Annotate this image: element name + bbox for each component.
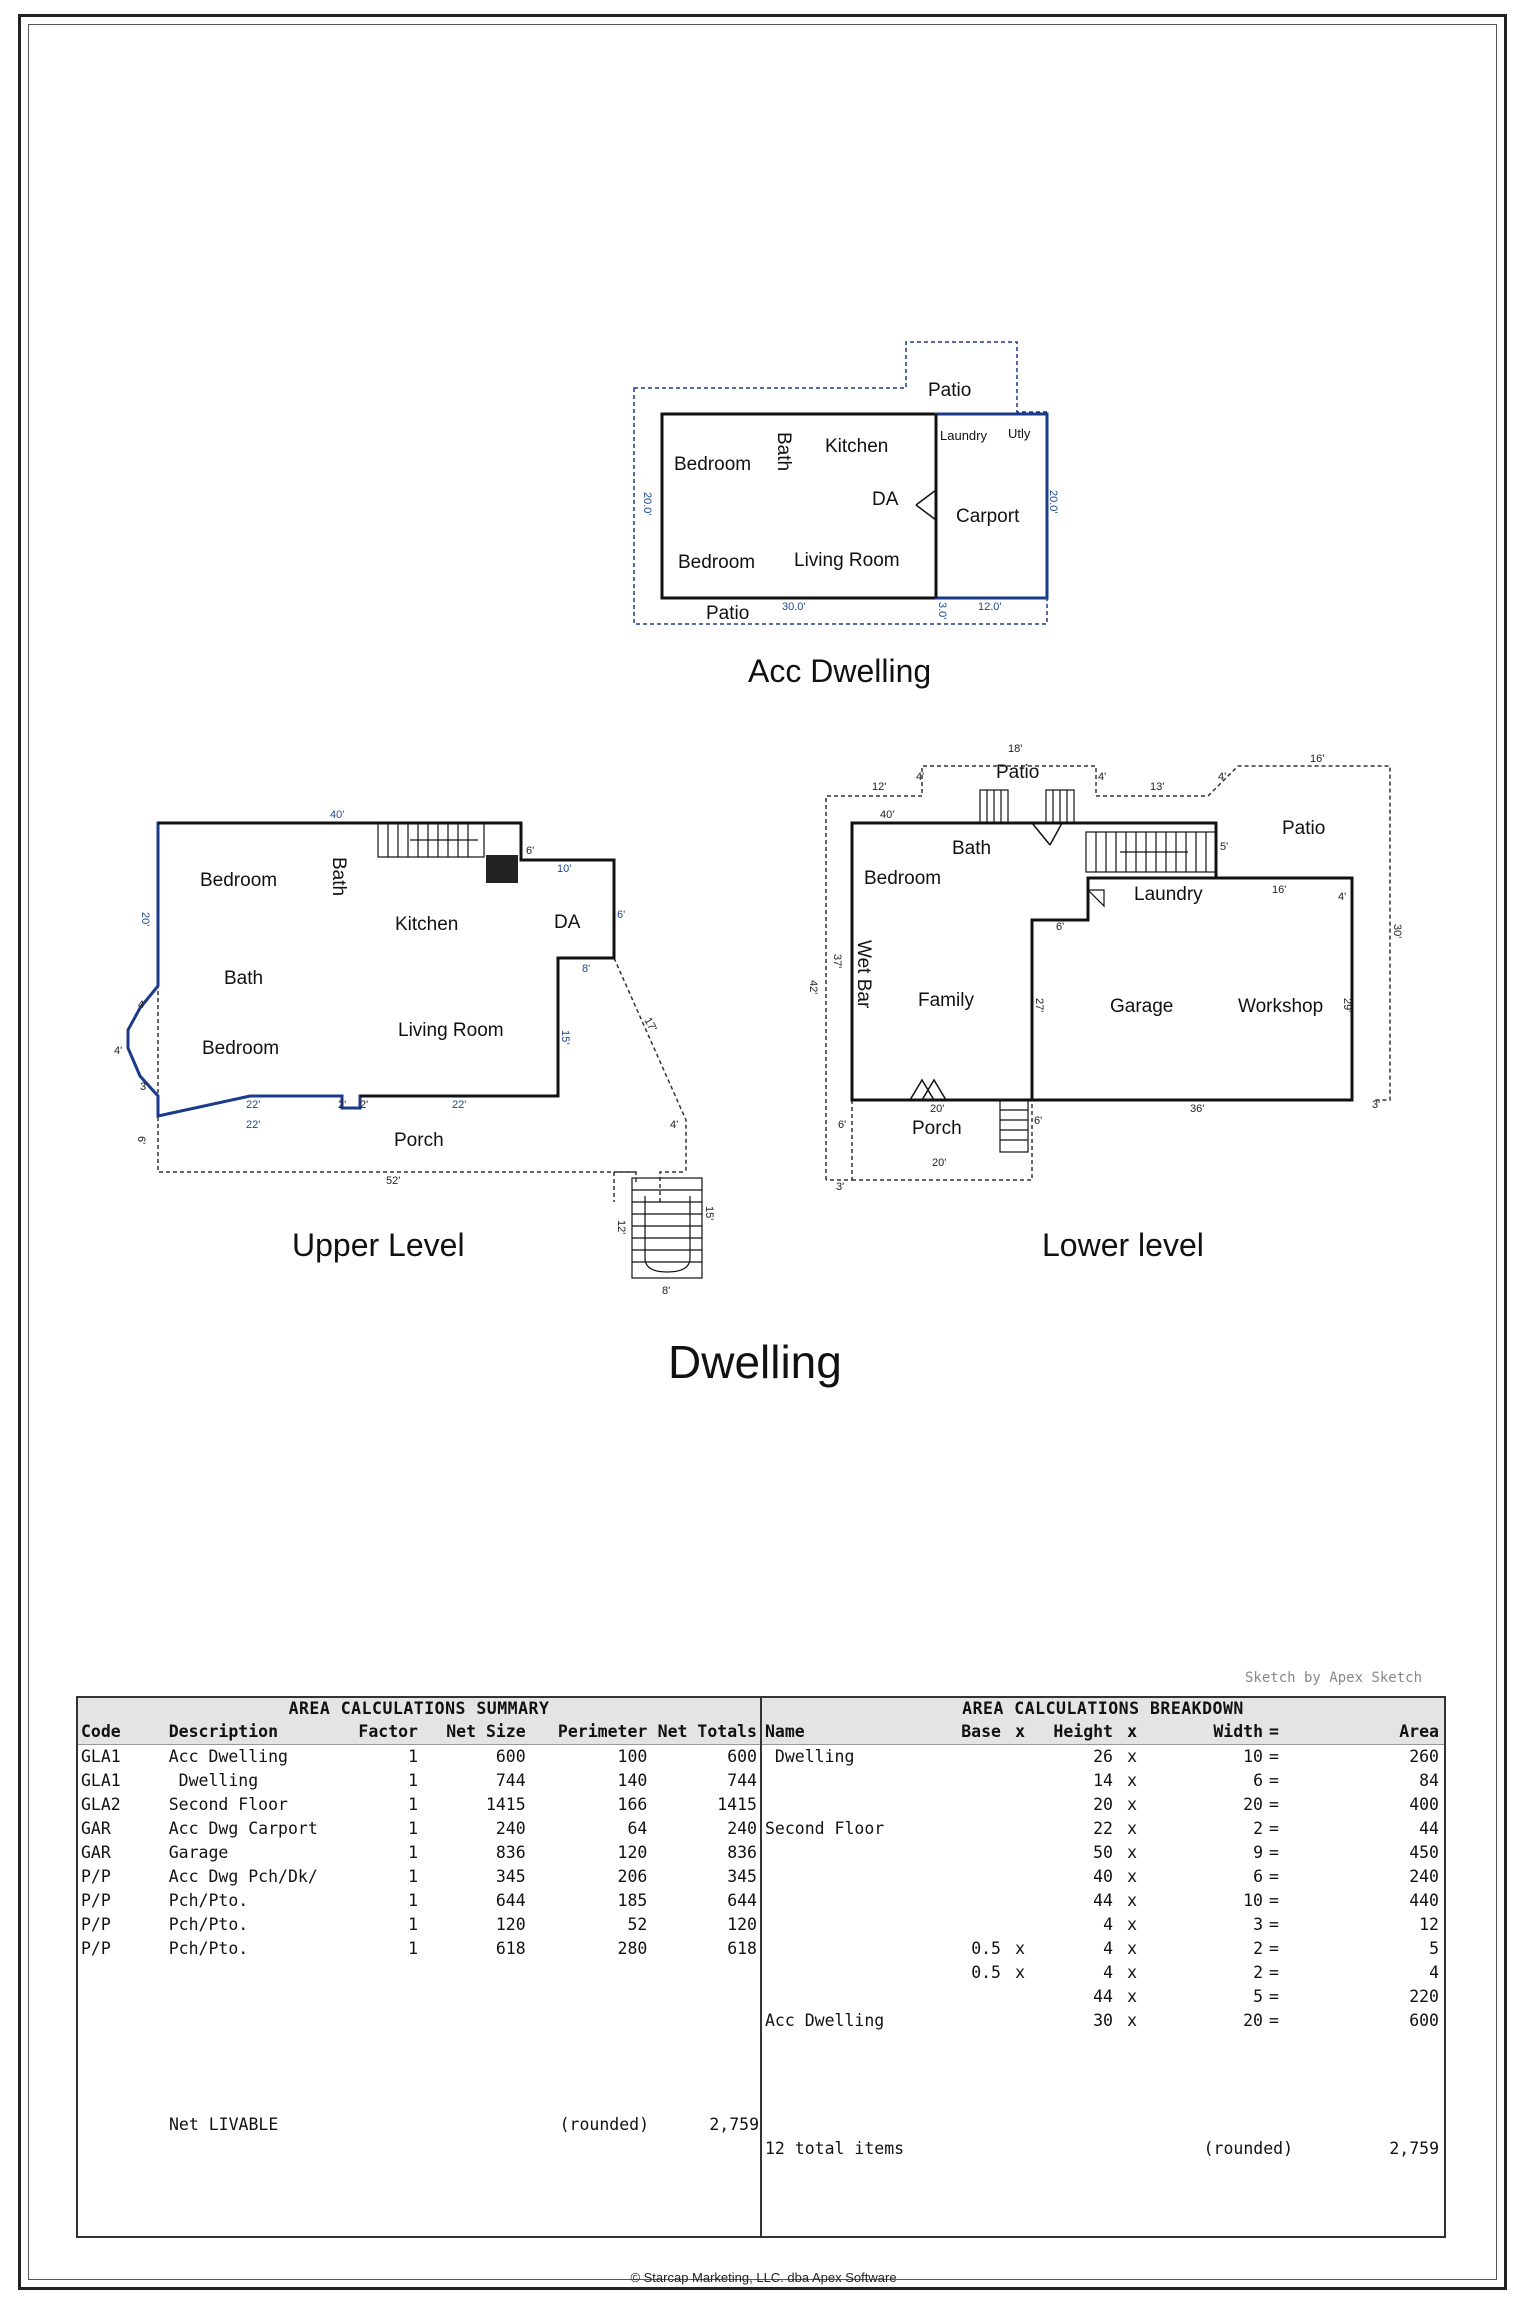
summary-cell-description: Pch/Pto.: [168, 1891, 249, 1910]
breakdown-cell-x1: [1004, 1769, 1028, 1793]
breakdown-cell-eq: =: [1269, 1891, 1279, 1910]
summary-cell-net-size: 240: [495, 1819, 526, 1838]
summary-row: [78, 1817, 760, 1841]
summary-cell-perimeter: 52: [627, 1915, 648, 1934]
summary-cell-net-size: 644: [495, 1891, 526, 1910]
breakdown-cell-x1: x: [1015, 1939, 1025, 1958]
summary-cell-net-total: 644: [727, 1891, 757, 1910]
breakdown-row: [762, 1985, 1444, 2009]
summary-cell-net-total: 120: [727, 1915, 757, 1934]
upper-dim-small1: 4': [670, 1119, 679, 1131]
summary-cell-factor: 1: [408, 1747, 418, 1766]
summary-cell-net-size: 600: [495, 1747, 526, 1766]
summary-cell-perimeter: 120: [617, 1843, 648, 1862]
summary-footer-row: [78, 2113, 762, 2137]
breakdown-cell-name: [762, 1985, 938, 2009]
acc-da-label: DA: [872, 489, 899, 510]
summary-cell-net-size: 836: [495, 1843, 526, 1862]
summary-cell-perimeter: 140: [617, 1771, 648, 1790]
breakdown-row: [762, 1865, 1444, 1889]
breakdown-cell-width: 6: [1253, 1867, 1263, 1886]
breakdown-cell-x2: x: [1127, 1891, 1137, 1910]
upper-kitchen-label: Kitchen: [395, 914, 459, 935]
summary-cell-perimeter: 100: [617, 1747, 648, 1766]
summary-cell-code: GAR: [81, 1819, 111, 1838]
breakdown-cell-height: 20: [1093, 1795, 1113, 1814]
summary-cell-net-total: 345: [727, 1867, 757, 1886]
lower-dim-laundry-h: 6': [1056, 921, 1065, 933]
breakdown-cell-width: 10: [1243, 1891, 1263, 1910]
upper-dim-stair-h: 12': [615, 1220, 627, 1235]
upper-dim-tiny1: 2': [338, 1099, 347, 1111]
acc-dim-step: 3.0': [936, 602, 948, 620]
lower-dim-far-right: 16': [1310, 753, 1325, 765]
breakdown-cell-area: 220: [1409, 1987, 1439, 2006]
summary-cell-factor: 1: [408, 1771, 418, 1790]
acc-dim-bottom: 30.0': [782, 601, 806, 613]
lower-dim-right: 30': [1391, 924, 1403, 939]
upper-dim-stair-top: 6': [526, 845, 535, 857]
lower-dim-top-left: 12': [872, 781, 887, 793]
summary-cell-description: Garage: [168, 1843, 229, 1862]
summary-col-net-totals: Net Totals: [657, 1722, 757, 1741]
breakdown-cell-x1: [1004, 1793, 1028, 1817]
breakdown-cell-height: 30: [1093, 2011, 1113, 2030]
breakdown-cell-x2: x: [1127, 1771, 1137, 1790]
breakdown-cell-base: [938, 1913, 1004, 1937]
breakdown-cell-x1: [1004, 1745, 1028, 1769]
breakdown-cell-width: 5: [1253, 1987, 1263, 2006]
breakdown-cell-x1: [1004, 2009, 1028, 2033]
summary-row: [78, 1769, 760, 1793]
lower-laundry-label: Laundry: [1134, 884, 1203, 905]
breakdown-row: [762, 1841, 1444, 1865]
breakdown-cell-eq: =: [1269, 1987, 1279, 2006]
upper-dim-stair-w: 8': [662, 1285, 671, 1297]
upper-dim-da-right: 6': [617, 909, 626, 921]
lower-dim-laundry-w: 16': [1272, 884, 1287, 896]
upper-dim-left: 20': [139, 912, 151, 927]
acc-patio-bottom-label: Patio: [706, 603, 750, 624]
breakdown-cell-height: 44: [1093, 1987, 1113, 2006]
lower-patio-top-label: Patio: [996, 762, 1040, 783]
summary-footer-rounded: (rounded): [559, 2115, 649, 2134]
lower-dim-left: 42': [807, 980, 819, 995]
summary-footer-label: Net LIVABLE: [169, 2115, 279, 2134]
breakdown-cell-area: 240: [1409, 1867, 1439, 1886]
breakdown-col-x2: x: [1127, 1722, 1137, 1741]
breakdown-col-name: Name: [765, 1722, 805, 1741]
lower-dim-garage-h: 27': [1033, 998, 1045, 1013]
breakdown-cell-x2: x: [1127, 1819, 1137, 1838]
breakdown-header-row: [762, 1720, 1444, 1745]
summary-cell-perimeter: 185: [617, 1891, 648, 1910]
breakdown-cell-base: [938, 1841, 1004, 1865]
breakdown-cell-height: 14: [1093, 1771, 1113, 1790]
breakdown-cell-name: Second Floor: [765, 1819, 885, 1838]
upper-bedroom1-label: Bedroom: [200, 870, 278, 891]
copyright-credit: © Starcap Marketing, LLC. dba Apex Software: [630, 2270, 897, 2285]
summary-footer-total: 2,759: [709, 2115, 759, 2134]
lower-bath-label: Bath: [952, 838, 992, 859]
area-breakdown-table: [762, 1698, 1444, 2236]
breakdown-cell-x2: x: [1127, 1915, 1137, 1934]
breakdown-cell-eq: =: [1269, 1843, 1279, 1862]
breakdown-cell-width: 2: [1253, 1939, 1263, 1958]
summary-cell-factor: 1: [408, 1915, 418, 1934]
sketch-credit: Sketch by Apex Sketch: [1245, 1670, 1423, 1686]
summary-cell-net-size: 618: [495, 1939, 526, 1958]
summary-cell-code: P/P: [81, 1915, 111, 1934]
lower-dim-top: 18': [1008, 743, 1023, 755]
breakdown-col-width: Width: [1213, 1722, 1263, 1741]
breakdown-cell-x2: x: [1127, 1939, 1137, 1958]
breakdown-cell-x1: [1004, 1841, 1028, 1865]
upper-dim-small3: 4': [114, 1045, 123, 1057]
breakdown-cell-eq: =: [1269, 1747, 1279, 1766]
lower-dim-small3: 4': [1218, 771, 1227, 783]
summary-cell-description: Acc Dwg Pch/Dk/: [168, 1867, 318, 1886]
breakdown-cell-height: 44: [1093, 1891, 1113, 1910]
summary-col-net-size: Net Size: [446, 1722, 526, 1741]
breakdown-cell-x1: x: [1015, 1963, 1025, 1982]
upper-dim-small2: 4': [138, 999, 147, 1011]
breakdown-cell-base: [938, 1793, 1004, 1817]
upper-dim-bottom-left: 22': [246, 1099, 261, 1111]
breakdown-cell-height: 50: [1093, 1843, 1113, 1862]
breakdown-row: [762, 1937, 1444, 1961]
breakdown-cell-eq: =: [1269, 1819, 1279, 1838]
breakdown-cell-base: 0.5: [971, 1939, 1001, 1958]
lower-workshop-label: Workshop: [1238, 996, 1324, 1017]
breakdown-cell-height: 26: [1093, 1747, 1113, 1766]
lower-dim-small: 4': [916, 771, 925, 783]
breakdown-cell-area: 84: [1419, 1771, 1439, 1790]
summary-cell-net-total: 1415: [717, 1795, 757, 1814]
breakdown-cell-x1: [1004, 1817, 1028, 1841]
breakdown-cell-name: [762, 1793, 938, 1817]
breakdown-cell-area: 440: [1409, 1891, 1439, 1910]
breakdown-col-eq: =: [1269, 1722, 1279, 1741]
breakdown-cell-x2: x: [1127, 1747, 1137, 1766]
summary-cell-code: GLA1: [81, 1771, 121, 1790]
summary-cell-code: GAR: [81, 1843, 111, 1862]
upper-dim-stair-h2: 15': [703, 1206, 715, 1221]
lower-dim-small2: 4': [1098, 771, 1107, 783]
summary-cell-description: Pch/Pto.: [168, 1939, 249, 1958]
upper-dim-right-jog: 8': [582, 963, 591, 975]
summary-cell-perimeter: 206: [617, 1867, 648, 1886]
breakdown-row: [762, 1745, 1444, 1769]
summary-cell-net-total: 744: [727, 1771, 757, 1790]
breakdown-row: [762, 2009, 1444, 2033]
breakdown-cell-base: 0.5: [971, 1963, 1001, 1982]
breakdown-cell-base: [938, 1889, 1004, 1913]
summary-cell-factor: 1: [408, 1867, 418, 1886]
acc-utly-label: Utly: [1008, 426, 1031, 441]
summary-cell-net-total: 836: [727, 1843, 757, 1862]
lower-porch-label: Porch: [912, 1118, 962, 1139]
summary-cell-factor: 1: [408, 1891, 418, 1910]
breakdown-cell-area: 260: [1409, 1747, 1439, 1766]
breakdown-cell-name: Acc Dwelling: [765, 2011, 885, 2030]
breakdown-cell-eq: =: [1269, 1795, 1279, 1814]
summary-cell-description: Acc Dwelling: [168, 1747, 288, 1766]
breakdown-cell-eq: =: [1269, 2011, 1279, 2030]
breakdown-cell-base: [938, 1817, 1004, 1841]
summary-cell-perimeter: 166: [617, 1795, 648, 1814]
summary-row: [78, 1889, 760, 1913]
summary-cell-net-size: 1415: [485, 1795, 526, 1814]
breakdown-cell-eq: =: [1269, 1963, 1279, 1982]
breakdown-cell-width: 2: [1253, 1963, 1263, 1982]
area-summary-table: [78, 1698, 762, 2236]
summary-col-code: Code: [81, 1722, 121, 1741]
lower-garage-label: Garage: [1110, 996, 1174, 1017]
acc-dim-left: 20.0': [641, 492, 653, 516]
lower-dim-porch-bottom: 20': [932, 1157, 947, 1169]
summary-row: [78, 1745, 760, 1769]
summary-col-perimeter: Perimeter: [557, 1722, 648, 1741]
lower-dim-porch-side2: 6': [838, 1119, 847, 1131]
lower-dim-main-top: 40': [880, 809, 895, 821]
lower-level-plan: [807, 743, 1403, 1263]
summary-cell-net-size: 345: [495, 1867, 526, 1886]
breakdown-cell-name: [762, 1913, 938, 1937]
lower-dim-small4: 4': [1338, 891, 1347, 903]
upper-da-label: DA: [554, 912, 581, 933]
summary-cell-factor: 1: [408, 1795, 418, 1814]
upper-level-caption: Upper Level: [292, 1227, 465, 1263]
lower-bedroom-label: Bedroom: [864, 868, 942, 889]
breakdown-cell-base: [938, 1745, 1004, 1769]
breakdown-cell-x2: x: [1127, 1795, 1137, 1814]
breakdown-cell-height: 40: [1093, 1867, 1113, 1886]
upper-dim-porch-bottom: 52': [386, 1175, 401, 1187]
acc-bedroom1-label: Bedroom: [674, 454, 752, 475]
summary-row: [78, 1865, 760, 1889]
summary-cell-description: Second Floor: [168, 1795, 288, 1814]
upper-dim-top: 40': [330, 809, 345, 821]
breakdown-cell-area: 4: [1429, 1963, 1439, 1982]
summary-col-factor: Factor: [358, 1722, 418, 1741]
breakdown-cell-x1: [1004, 1985, 1028, 2009]
summary-header-row: [78, 1720, 760, 1745]
breakdown-cell-name: [762, 1865, 938, 1889]
acc-patio-top-label: Patio: [928, 380, 972, 401]
summary-cell-net-total: 618: [727, 1939, 757, 1958]
summary-cell-perimeter: 280: [617, 1939, 648, 1958]
lower-dim-tiny2: 3': [836, 1181, 845, 1193]
breakdown-col-base: Base: [961, 1722, 1001, 1741]
lower-family-label: Family: [918, 990, 974, 1011]
summary-cell-net-size: 120: [495, 1915, 526, 1934]
breakdown-cell-area: 44: [1419, 1819, 1439, 1838]
breakdown-col-x1: x: [1015, 1722, 1025, 1741]
summary-cell-code: P/P: [81, 1891, 111, 1910]
upper-dim-tiny2: 2': [360, 1099, 369, 1111]
upper-dim-right-side: 15': [559, 1030, 571, 1045]
summary-cell-factor: 1: [408, 1939, 418, 1958]
breakdown-cell-eq: =: [1269, 1867, 1279, 1886]
summary-row: [78, 1841, 760, 1865]
breakdown-row: [762, 1889, 1444, 1913]
summary-col-description: Description: [168, 1722, 279, 1741]
breakdown-cell-width: 3: [1253, 1915, 1263, 1934]
acc-kitchen-label: Kitchen: [825, 436, 889, 457]
summary-cell-factor: 1: [408, 1843, 418, 1862]
breakdown-title: AREA CALCULATIONS BREAKDOWN: [762, 1698, 1444, 1720]
lower-dim-tiny: 3': [1372, 1099, 1381, 1111]
upper-bedroom2-label: Bedroom: [202, 1038, 280, 1059]
breakdown-cell-area: 600: [1409, 2011, 1439, 2030]
upper-dim-bottom-left2: 22': [246, 1119, 261, 1131]
breakdown-cell-x1: [1004, 1889, 1028, 1913]
acc-living-label: Living Room: [794, 550, 900, 571]
upper-bath-vertical-label: Bath: [328, 857, 349, 897]
lower-dim-top-right: 13': [1150, 781, 1165, 793]
breakdown-cell-x2: x: [1127, 1987, 1137, 2006]
breakdown-cell-height: 4: [1103, 1963, 1113, 1982]
breakdown-footer-total: 2,759: [1389, 2139, 1439, 2158]
upper-dim-small4: 3': [140, 1081, 149, 1093]
breakdown-cell-height: 4: [1103, 1939, 1113, 1958]
summary-cell-description: Pch/Pto.: [168, 1915, 249, 1934]
breakdown-cell-height: 4: [1103, 1915, 1113, 1934]
breakdown-row: [762, 1817, 1444, 1841]
summary-cell-net-total: 240: [727, 1819, 757, 1838]
breakdown-cell-name: [762, 1961, 938, 1985]
summary-cell-code: GLA2: [81, 1795, 121, 1814]
breakdown-cell-width: 20: [1243, 2011, 1263, 2030]
upper-dim-bottom-right: 22': [452, 1099, 467, 1111]
breakdown-cell-x2: x: [1127, 1963, 1137, 1982]
summary-row: [78, 1937, 760, 1961]
breakdown-row: [762, 1793, 1444, 1817]
breakdown-cell-base: [938, 1865, 1004, 1889]
upper-level-plan: [114, 809, 715, 1297]
acc-bedroom2-label: Bedroom: [678, 552, 756, 573]
breakdown-cell-base: [938, 1985, 1004, 2009]
summary-cell-code: GLA1: [81, 1747, 121, 1766]
breakdown-cell-x2: x: [1127, 1867, 1137, 1886]
summary-row: [78, 1913, 760, 1937]
lower-level-caption: Lower level: [1042, 1227, 1204, 1263]
upper-dim-stair-diag: 17': [641, 1015, 659, 1034]
upper-porch-label: Porch: [394, 1130, 444, 1151]
breakdown-cell-base: [938, 2009, 1004, 2033]
breakdown-cell-width: 6: [1253, 1771, 1263, 1790]
breakdown-cell-name: Dwelling: [765, 1747, 855, 1766]
breakdown-col-height: Height: [1053, 1722, 1113, 1741]
breakdown-cell-x2: x: [1127, 1843, 1137, 1862]
breakdown-rows: [762, 1745, 1444, 2033]
breakdown-cell-name: [762, 1769, 938, 1793]
acc-dwelling-plan: [634, 342, 1059, 689]
lower-dim-left-inner: 37': [831, 954, 843, 969]
breakdown-cell-width: 2: [1253, 1819, 1263, 1838]
breakdown-cell-width: 10: [1243, 1747, 1263, 1766]
breakdown-cell-name: [762, 1937, 938, 1961]
summary-row: [78, 1793, 760, 1817]
lower-wet-bar-label: Wet Bar: [853, 940, 874, 1009]
breakdown-cell-area: 5: [1429, 1939, 1439, 1958]
lower-dim-porch-top: 20': [930, 1103, 945, 1115]
lower-patio-right-label: Patio: [1282, 818, 1326, 839]
upper-living-label: Living Room: [398, 1020, 504, 1041]
breakdown-footer-row: [762, 2137, 1442, 2161]
summary-cell-net-total: 600: [727, 1747, 757, 1766]
dwelling-caption: Dwelling: [668, 1336, 842, 1388]
area-calculations-panel: [76, 1696, 1446, 2238]
breakdown-cell-width: 20: [1243, 1795, 1263, 1814]
breakdown-cell-name: [762, 1841, 938, 1865]
acc-dim-carport-bottom: 12.0': [978, 601, 1002, 613]
summary-cell-code: P/P: [81, 1939, 111, 1958]
breakdown-cell-name: [762, 1889, 938, 1913]
breakdown-cell-x1: [1004, 1865, 1028, 1889]
breakdown-footer-rounded: (rounded): [1203, 2139, 1293, 2158]
upper-bath-label: Bath: [224, 968, 264, 989]
breakdown-col-area: Area: [1399, 1722, 1439, 1741]
lower-dim-porch-side: 6': [1034, 1115, 1043, 1127]
breakdown-footer-items: 12 total items: [765, 2139, 905, 2158]
summary-title: AREA CALCULATIONS SUMMARY: [78, 1698, 760, 1720]
acc-dim-right: 20.0': [1047, 490, 1059, 514]
summary-cell-code: P/P: [81, 1867, 111, 1886]
acc-carport-label: Carport: [956, 506, 1020, 527]
breakdown-cell-eq: =: [1269, 1771, 1279, 1790]
breakdown-cell-area: 450: [1409, 1843, 1439, 1862]
lower-dim-workshop-h: 29': [1341, 998, 1353, 1013]
upper-dim-porch-left: 6': [135, 1136, 147, 1145]
breakdown-row: [762, 1769, 1444, 1793]
acc-laundry-label: Laundry: [940, 428, 987, 443]
breakdown-cell-eq: =: [1269, 1915, 1279, 1934]
summary-cell-description: Dwelling: [168, 1771, 259, 1790]
lower-dim-bottom: 36': [1190, 1103, 1205, 1115]
summary-rows: [78, 1745, 760, 1961]
summary-cell-net-size: 744: [495, 1771, 526, 1790]
summary-cell-description: Acc Dwg Carport: [168, 1819, 318, 1838]
breakdown-cell-x1: [1004, 1913, 1028, 1937]
breakdown-cell-x2: x: [1127, 2011, 1137, 2030]
acc-bath-label: Bath: [773, 432, 794, 472]
summary-cell-perimeter: 64: [627, 1819, 648, 1838]
acc-dwelling-caption: Acc Dwelling: [748, 653, 932, 689]
summary-cell-factor: 1: [408, 1819, 418, 1838]
breakdown-cell-width: 9: [1253, 1843, 1263, 1862]
breakdown-cell-area: 400: [1409, 1795, 1439, 1814]
breakdown-cell-eq: =: [1269, 1939, 1279, 1958]
breakdown-row: [762, 1913, 1444, 1937]
breakdown-row: [762, 1961, 1444, 1985]
upper-dim-da-top: 10': [557, 863, 572, 875]
breakdown-cell-height: 22: [1093, 1819, 1113, 1838]
lower-dim-stair-w: 5': [1220, 841, 1229, 853]
breakdown-cell-base: [938, 1769, 1004, 1793]
breakdown-cell-area: 12: [1419, 1915, 1439, 1934]
